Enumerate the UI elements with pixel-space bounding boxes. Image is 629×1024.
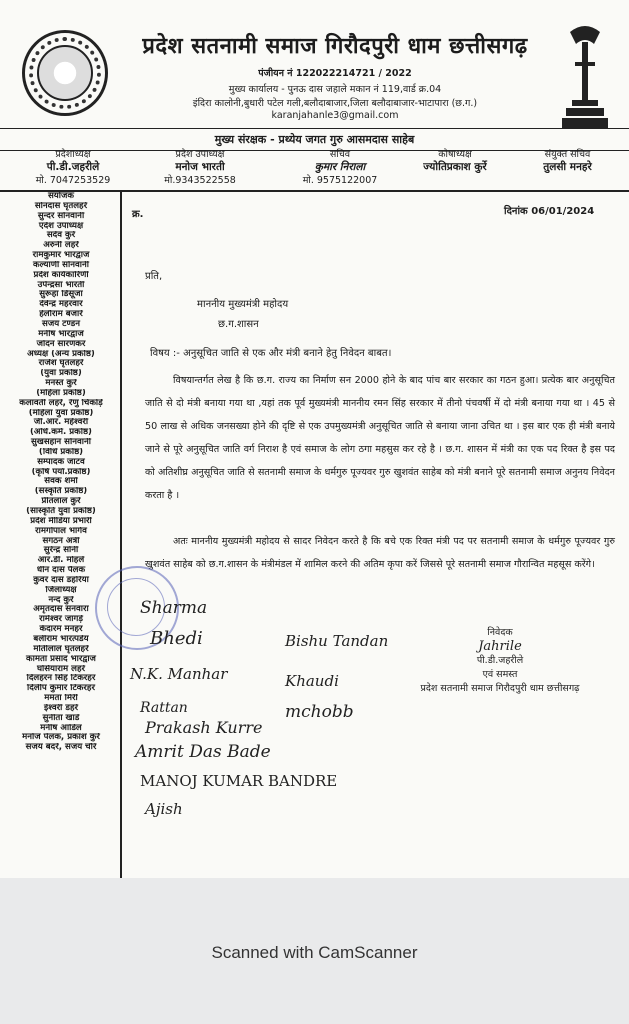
- organization-title: प्रदेश सतनामी समाज गिरौदपुरी धाम छत्तीसगढ़: [142, 34, 528, 59]
- member-list-item: कुंवर दास डहरिया: [33, 575, 89, 585]
- signature: Rattan: [140, 700, 188, 716]
- chief-patron-line: मुख्य संरक्षक - प्रथ्येय जगत गुरु आसमदास साहेब: [0, 128, 629, 151]
- member-list-item: केदारम मनहर: [39, 625, 83, 635]
- member-list-item: सुन्दर सोनवानी: [37, 211, 85, 221]
- member-list-item: प्रदेश मीडिया प्रभारी: [30, 516, 92, 526]
- postal-address: इंदिरा कालोनी,बुधारी पटेल गली,बलौदाबाजार,जिला बलौदाबाजार-भाटापारा (छ.ग.): [192, 98, 478, 109]
- member-list-item: कल्याणी सोनवानी: [33, 260, 89, 270]
- member-list-item: मनस्त कुर्रे: [45, 379, 77, 389]
- signatory-signature: Jahrile: [478, 639, 522, 654]
- signatory-and: एवं समस्त: [482, 669, 518, 680]
- signature: Ajish: [145, 800, 183, 818]
- reference-number: क्र.: [132, 209, 144, 220]
- society-seal-logo: [22, 30, 108, 116]
- member-list-item: सम्पादक जाटव: [37, 457, 85, 467]
- member-list-item: सुखसहान सोनवानी: [30, 438, 91, 448]
- member-list-item: आर.डी. मोहले: [37, 556, 85, 566]
- jaitkham-tower-icon: [560, 22, 610, 132]
- signatory-name: पी.डी.जहरीले: [476, 655, 524, 666]
- registration-number: पंजीयन नं 122022214721 / 2022: [258, 68, 412, 79]
- members-list: [6, 192, 116, 753]
- member-list-item: संजय बंदरे, संजय चौरे: [25, 743, 97, 753]
- letter-paragraph-2: अतः माननीय मुख्यमंत्री महोदय से सादर निवेदन करते है कि बचे एक रिक्त मंत्री पद पर सतनामी समाज के धर्मगुरु पूज्यवर गुरु खुशवंत साहेब को छ.ग.शासन के मंत्रीमंडल में शामिल करने की अतिम कृपा करें जिससे पूरे सतनामी समाज गौरान्वित महसूस करेंगे।: [145, 536, 615, 570]
- member-list-item: (संस्कृति प्रकोष्ठ): [34, 487, 88, 497]
- recipient-office: छ.ग.शासन: [218, 319, 259, 330]
- member-list-item: मनीष भारद्वाज: [38, 329, 84, 339]
- member-list-item: (कृषि पर्या.प्रकोष्ठ): [31, 467, 91, 477]
- member-list-item: बलीराम भारत्पडेय: [33, 634, 89, 644]
- member-list-item: संगठन अंत्री: [42, 536, 80, 546]
- signatory-organization: प्रदेश सतनामी समाज गिरौदपुरी धाम छत्तीसगढ़: [420, 683, 580, 694]
- member-list-item: सुरेन्द्र सोनी: [43, 546, 79, 556]
- member-list-item: एदेश उपाध्यक्ष: [38, 221, 84, 231]
- letter-paragraph-1: विषयान्तर्गत लेख है कि छ.ग. राज्य का निर्माण सन 2000 होने के बाद पांच बार सरकार का गठन हुआ। प्रत्येक बार अनुसूचित जाति से दो मंत्री बनाया गया था ,यहां तक पूर्व मुख्यमंत्री माननीय रमन सिंह सरकार में तीनो पंचवर्षी में दो मंत्री बनाया गया था । 45 से 50 लाख से अधिक जनसख्या होने की दृष्टि से एक उपमुख्यमंत्री अनुसूचित जाति से बनाया जाना उचित था । इस बार एक ही मंत्री बनाये जाने से पूरे अनुसूचित जाति वर्ग निराश है एवं समाज के लोग ठगा महसुस कर रहे है । छ.ग. शासन में मंत्री का एक पद रिक्त है इस पद को अतिशीघ्र अनुसूचित जाति से सतनामी समाज के धर्मगुरु पूज्यवर गुरु खुशवंत साहेब को मंत्री बनाने पूरे सतनामी समाज अनुनय निवेदन करता है ।: [145, 375, 615, 501]
- member-list-item: ईश्वरी डहरे: [43, 703, 79, 713]
- officer-president: प्रदेशाध्यक्ष पी.डी.जहरीले मो. 7047253529: [35, 149, 111, 186]
- member-list-item: (युवा प्रकोष्ठ): [40, 369, 82, 379]
- member-list-item: नन्द कुर्रे: [48, 595, 74, 605]
- members-sidebar: [0, 190, 122, 878]
- member-list-item: जोदन सारणकर: [36, 339, 86, 349]
- member-list-item: संजय टण्डन: [42, 319, 80, 329]
- letter-subject: विषय :- अनुसूचित जाति से एक और मंत्री बनाने हेतु निवेदन बाबत।: [150, 348, 392, 359]
- officer-secretary: सचिव कुमार निराला मो. 9575122007: [302, 149, 378, 186]
- member-list-item: अध्यक्ष (अन्य प्रकोष्ठ): [27, 349, 95, 359]
- member-list-item: हेलौराम बंजारे: [39, 310, 83, 320]
- member-list-item: रामगोपाल भार्गव: [35, 526, 87, 536]
- signatory-label: निवेदक: [487, 627, 513, 638]
- member-list-item: अमृतदास सनवारा: [33, 605, 89, 615]
- signature: Amrit Das Bade: [135, 742, 271, 762]
- member-list-item: (विधि प्रकोष्ठ): [38, 447, 84, 457]
- member-list-item: ममता मिरी: [44, 694, 78, 704]
- member-list-item: सेवक शर्मा: [44, 477, 78, 487]
- signature: MANOJ KUMAR BANDRE: [140, 772, 338, 790]
- member-list-item: अरुनी लहरे: [43, 241, 79, 251]
- member-list-item: रामेश्वर जांगड़े: [39, 615, 83, 625]
- signature: mchobb: [285, 702, 354, 722]
- member-list-item: घसियाराम लहरे: [36, 664, 86, 674]
- member-list-item: रामकुमार भारद्वाज: [32, 251, 90, 261]
- member-list-item: (महिला प्रकोष्ठ): [36, 388, 86, 398]
- member-list-item: प्रीतलाल कुर्रे: [41, 497, 81, 507]
- to-label: प्रति,: [145, 271, 163, 282]
- member-list-item: कामता प्रसाद भारद्वाज: [26, 654, 96, 664]
- officers-row: [0, 148, 629, 192]
- email-address: karanjahanle3@gmail.com: [271, 110, 399, 121]
- member-list-item: (महिला युवा प्रकोष्ठ): [28, 408, 94, 418]
- officer-vice-president: प्रदेश उपाध्यक्ष मनोज भारती मो.9343522558: [164, 149, 236, 186]
- member-list-item: दिलहरन सिंह टिकरहर: [26, 674, 96, 684]
- member-list-item: सुरूहा डिसूजा: [39, 290, 83, 300]
- signature: Sharma: [140, 598, 208, 618]
- member-list-item: मोतीलाल घृतलहरे: [33, 644, 89, 654]
- member-list-item: प्रदेश कार्यकारिणी: [33, 270, 89, 280]
- signatory-block: [380, 626, 620, 696]
- member-list-item: (अधि.कर्म. प्रकोष्ठ): [30, 428, 92, 438]
- member-list-item: जिलाध्यक्ष: [45, 585, 77, 595]
- member-list-item: संयोजक: [48, 192, 74, 201]
- officer-joint-secretary: संयुक्त सचिव तुलसी मनहरे: [543, 149, 592, 173]
- recipient-title: माननीय मुख्यमंत्री महोदय: [197, 299, 289, 310]
- office-address: मुख्य कार्यालय - पुनऊ दास जहाले मकान नं 119,वार्ड क्र.04: [228, 84, 442, 95]
- member-list-item: दिलीप कुमार टिकरहर: [27, 684, 95, 694]
- member-list-item: मनोज पेलक, प्रकाश कुर्रे: [22, 733, 100, 743]
- signature: Bhedi: [150, 628, 203, 649]
- member-list-item: (सास्कृति युवा प्रकोष्ठ): [26, 507, 96, 516]
- member-list-item: मनीष आडिल: [40, 723, 82, 733]
- letter-date: दिनांक 06/01/2024: [504, 206, 595, 217]
- member-list-item: देवेन्द्र महरवार: [39, 300, 83, 310]
- officer-treasurer: कोषाध्यक्ष ज्योतिप्रकाश कुर्रे: [423, 149, 487, 173]
- member-list-item: सदेव कुर्रे: [46, 231, 76, 241]
- scanner-watermark: Scanned with CamScanner: [211, 943, 418, 962]
- member-list-item: उपेन्द्रसा भारती: [37, 280, 85, 290]
- member-list-item: धीन दास पैलक: [36, 566, 86, 576]
- signature: N.K. Manhar: [130, 665, 228, 683]
- member-list-item: राजेश घृतलहरे: [38, 359, 84, 369]
- signature: Prakash Kurre: [145, 718, 263, 737]
- member-list-item: जी.आर. महेश्वरी: [33, 418, 89, 428]
- member-list-item: सोनदास घृतलहरे: [34, 201, 88, 211]
- member-list-item: कलावती लहरे, रेणु चिकोड़े: [19, 398, 103, 408]
- member-list-item: सुनीता खांडे: [42, 713, 80, 723]
- signature: Khaudi: [285, 672, 339, 690]
- signature: Bishu Tandan: [285, 632, 389, 650]
